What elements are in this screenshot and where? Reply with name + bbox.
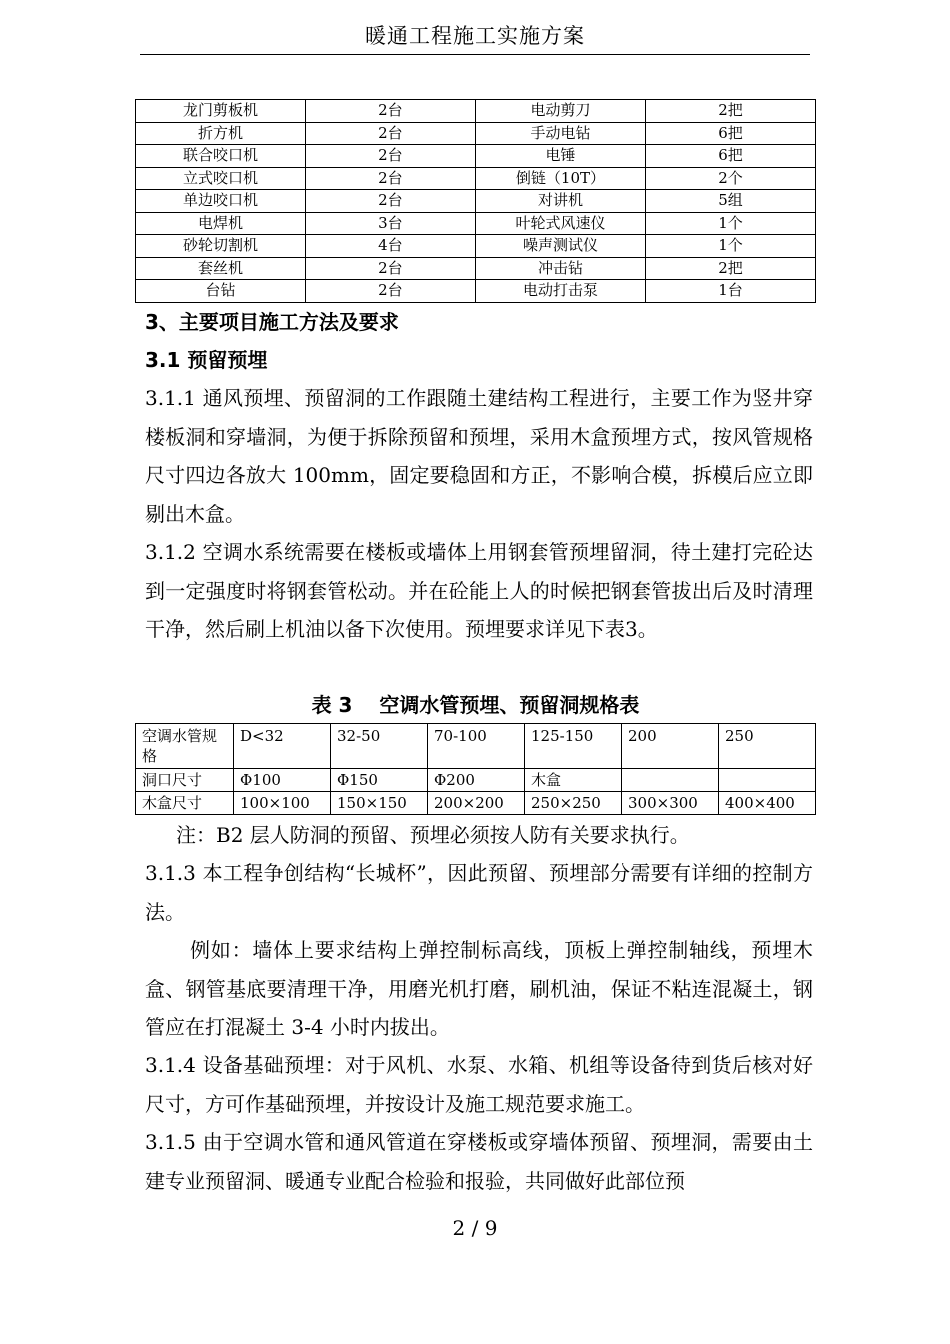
- table-cell: 1个: [646, 235, 816, 258]
- subsection-heading: 3.1 预留预埋: [145, 348, 268, 372]
- table-cell: 1个: [646, 212, 816, 235]
- table-cell: 70-100: [428, 724, 525, 769]
- table-cell: 电动剪刀: [475, 100, 645, 123]
- section-heading: 3、主要项目施工方法及要求: [145, 310, 399, 334]
- table-cell: 龙门剪板机: [136, 100, 306, 123]
- paragraph-3-1-5: 3.1.5 由于空调水管和通风管道在穿楼板或穿墙体预留、预埋洞，需要由土建专业预留洞、暖通专业配合检验和报验，共同做好此部位预: [145, 1130, 813, 1193]
- table-cell: 叶轮式风速仪: [475, 212, 645, 235]
- table-cell: 2个: [646, 167, 816, 190]
- table-cell: 400×400: [719, 792, 816, 815]
- table-cell: 手动电钻: [475, 122, 645, 145]
- table-cell: 倒链（10T）: [475, 167, 645, 190]
- table-cell: 2把: [646, 100, 816, 123]
- row-label: 洞口尺寸: [136, 769, 234, 792]
- table-cell: 联合咬口机: [136, 145, 306, 168]
- table-cell: 6把: [646, 122, 816, 145]
- table-cell: 250×250: [525, 792, 622, 815]
- table-cell: 125-150: [525, 724, 622, 769]
- table-cell: 折方机: [136, 122, 306, 145]
- table-cell: 电焊机: [136, 212, 306, 235]
- table-cell: 250: [719, 724, 816, 769]
- table-cell: 台钻: [136, 280, 306, 303]
- header-title: 暖通工程施工实施方案: [365, 24, 585, 48]
- table-cell: Φ150: [331, 769, 428, 792]
- table-cell: 6把: [646, 145, 816, 168]
- table-cell: [719, 769, 816, 792]
- paragraph-3-1-2: 3.1.2 空调水系统需要在楼板或墙体上用钢套管预埋留洞，待土建打完砼达到一定强度时将钢套管松动。并在砼能上人的时候把钢套管拔出后及时清理干净，然后刷上机油以备下次使用。预埋要求详见下表3。: [145, 540, 813, 641]
- table-cell: 2台: [305, 145, 475, 168]
- table-cell: 2台: [305, 257, 475, 280]
- table-cell: 冲击钻: [475, 257, 645, 280]
- table-cell: 砂轮切割机: [136, 235, 306, 258]
- table3-caption: 表 3 空调水管预埋、预留洞规格表: [311, 693, 640, 717]
- table-row: [136, 212, 816, 235]
- table-cell: 套丝机: [136, 257, 306, 280]
- paragraph-3-1-1: 3.1.1 通风预埋、预留洞的工作跟随土建结构工程进行，主要工作为竖井穿楼板洞和穿墙洞，为便于拆除预留和预埋，采用木盒预埋方式，按风管规格尺寸四边各放大 100mm，固定要稳固和方正，不影响合模，拆模后应立即剔出木盒。: [145, 386, 813, 526]
- table-cell: 木盒: [525, 769, 622, 792]
- table-cell: 2台: [305, 100, 475, 123]
- table-cell: 2台: [305, 190, 475, 213]
- table-cell: 4台: [305, 235, 475, 258]
- table-row: [136, 167, 816, 190]
- table-cell: Φ200: [428, 769, 525, 792]
- table-cell: 单边咬口机: [136, 190, 306, 213]
- table-cell: 电动打击泵: [475, 280, 645, 303]
- table-cell: 2台: [305, 280, 475, 303]
- row-label: 空调水管规格: [136, 724, 234, 769]
- table-cell: 200×200: [428, 792, 525, 815]
- table-cell: [622, 769, 719, 792]
- paragraph-3-1-3: 3.1.3 本工程争创结构“长城杯”，因此预留、预埋部分需要有详细的控制方法。: [145, 861, 813, 924]
- table-row: [136, 724, 816, 769]
- table-row: [136, 792, 816, 815]
- table-cell: 立式咬口机: [136, 167, 306, 190]
- table-cell: 2台: [305, 122, 475, 145]
- row-label: 木盒尺寸: [136, 792, 234, 815]
- paragraph-3-1-4: 3.1.4 设备基础预埋：对于风机、水泵、水箱、机组等设备待到货后核对好尺寸，方可作基础预埋，并按设计及施工规范要求施工。: [145, 1053, 813, 1116]
- table-row: [136, 769, 816, 792]
- table-row: [136, 122, 816, 145]
- page-header: [140, 18, 810, 55]
- table-row: [136, 235, 816, 258]
- table-cell: 200: [622, 724, 719, 769]
- table-cell: 150×150: [331, 792, 428, 815]
- page-number: 2 / 9: [452, 1216, 498, 1240]
- table-cell: 5组: [646, 190, 816, 213]
- table-cell: 100×100: [234, 792, 331, 815]
- table-row: [136, 280, 816, 303]
- table-cell: 2台: [305, 167, 475, 190]
- note-paragraph: 注：B2 层人防洞的预留、预埋必须按人防有关要求执行。: [176, 823, 690, 847]
- equipment-table: [135, 99, 816, 303]
- table-row: [136, 257, 816, 280]
- table-cell: 对讲机: [475, 190, 645, 213]
- example-paragraph: 例如：墙体上要求结构上弹控制标高线，顶板上弹控制轴线，预埋木盒、钢管基底要清理干净，用磨光机打磨，刷机油，保证不粘连混凝土，钢管应在打混凝土 3-4 小时内拔出。: [145, 938, 813, 1039]
- table-cell: 300×300: [622, 792, 719, 815]
- table-cell: 1台: [646, 280, 816, 303]
- table-cell: 2把: [646, 257, 816, 280]
- table3: [135, 723, 816, 815]
- table-cell: 噪声测试仪: [475, 235, 645, 258]
- table-cell: Φ100: [234, 769, 331, 792]
- table-cell: 32-50: [331, 724, 428, 769]
- table-row: [136, 190, 816, 213]
- table-cell: 电锤: [475, 145, 645, 168]
- table-cell: D<32: [234, 724, 331, 769]
- table-cell: 3台: [305, 212, 475, 235]
- table-row: [136, 100, 816, 123]
- table-row: [136, 145, 816, 168]
